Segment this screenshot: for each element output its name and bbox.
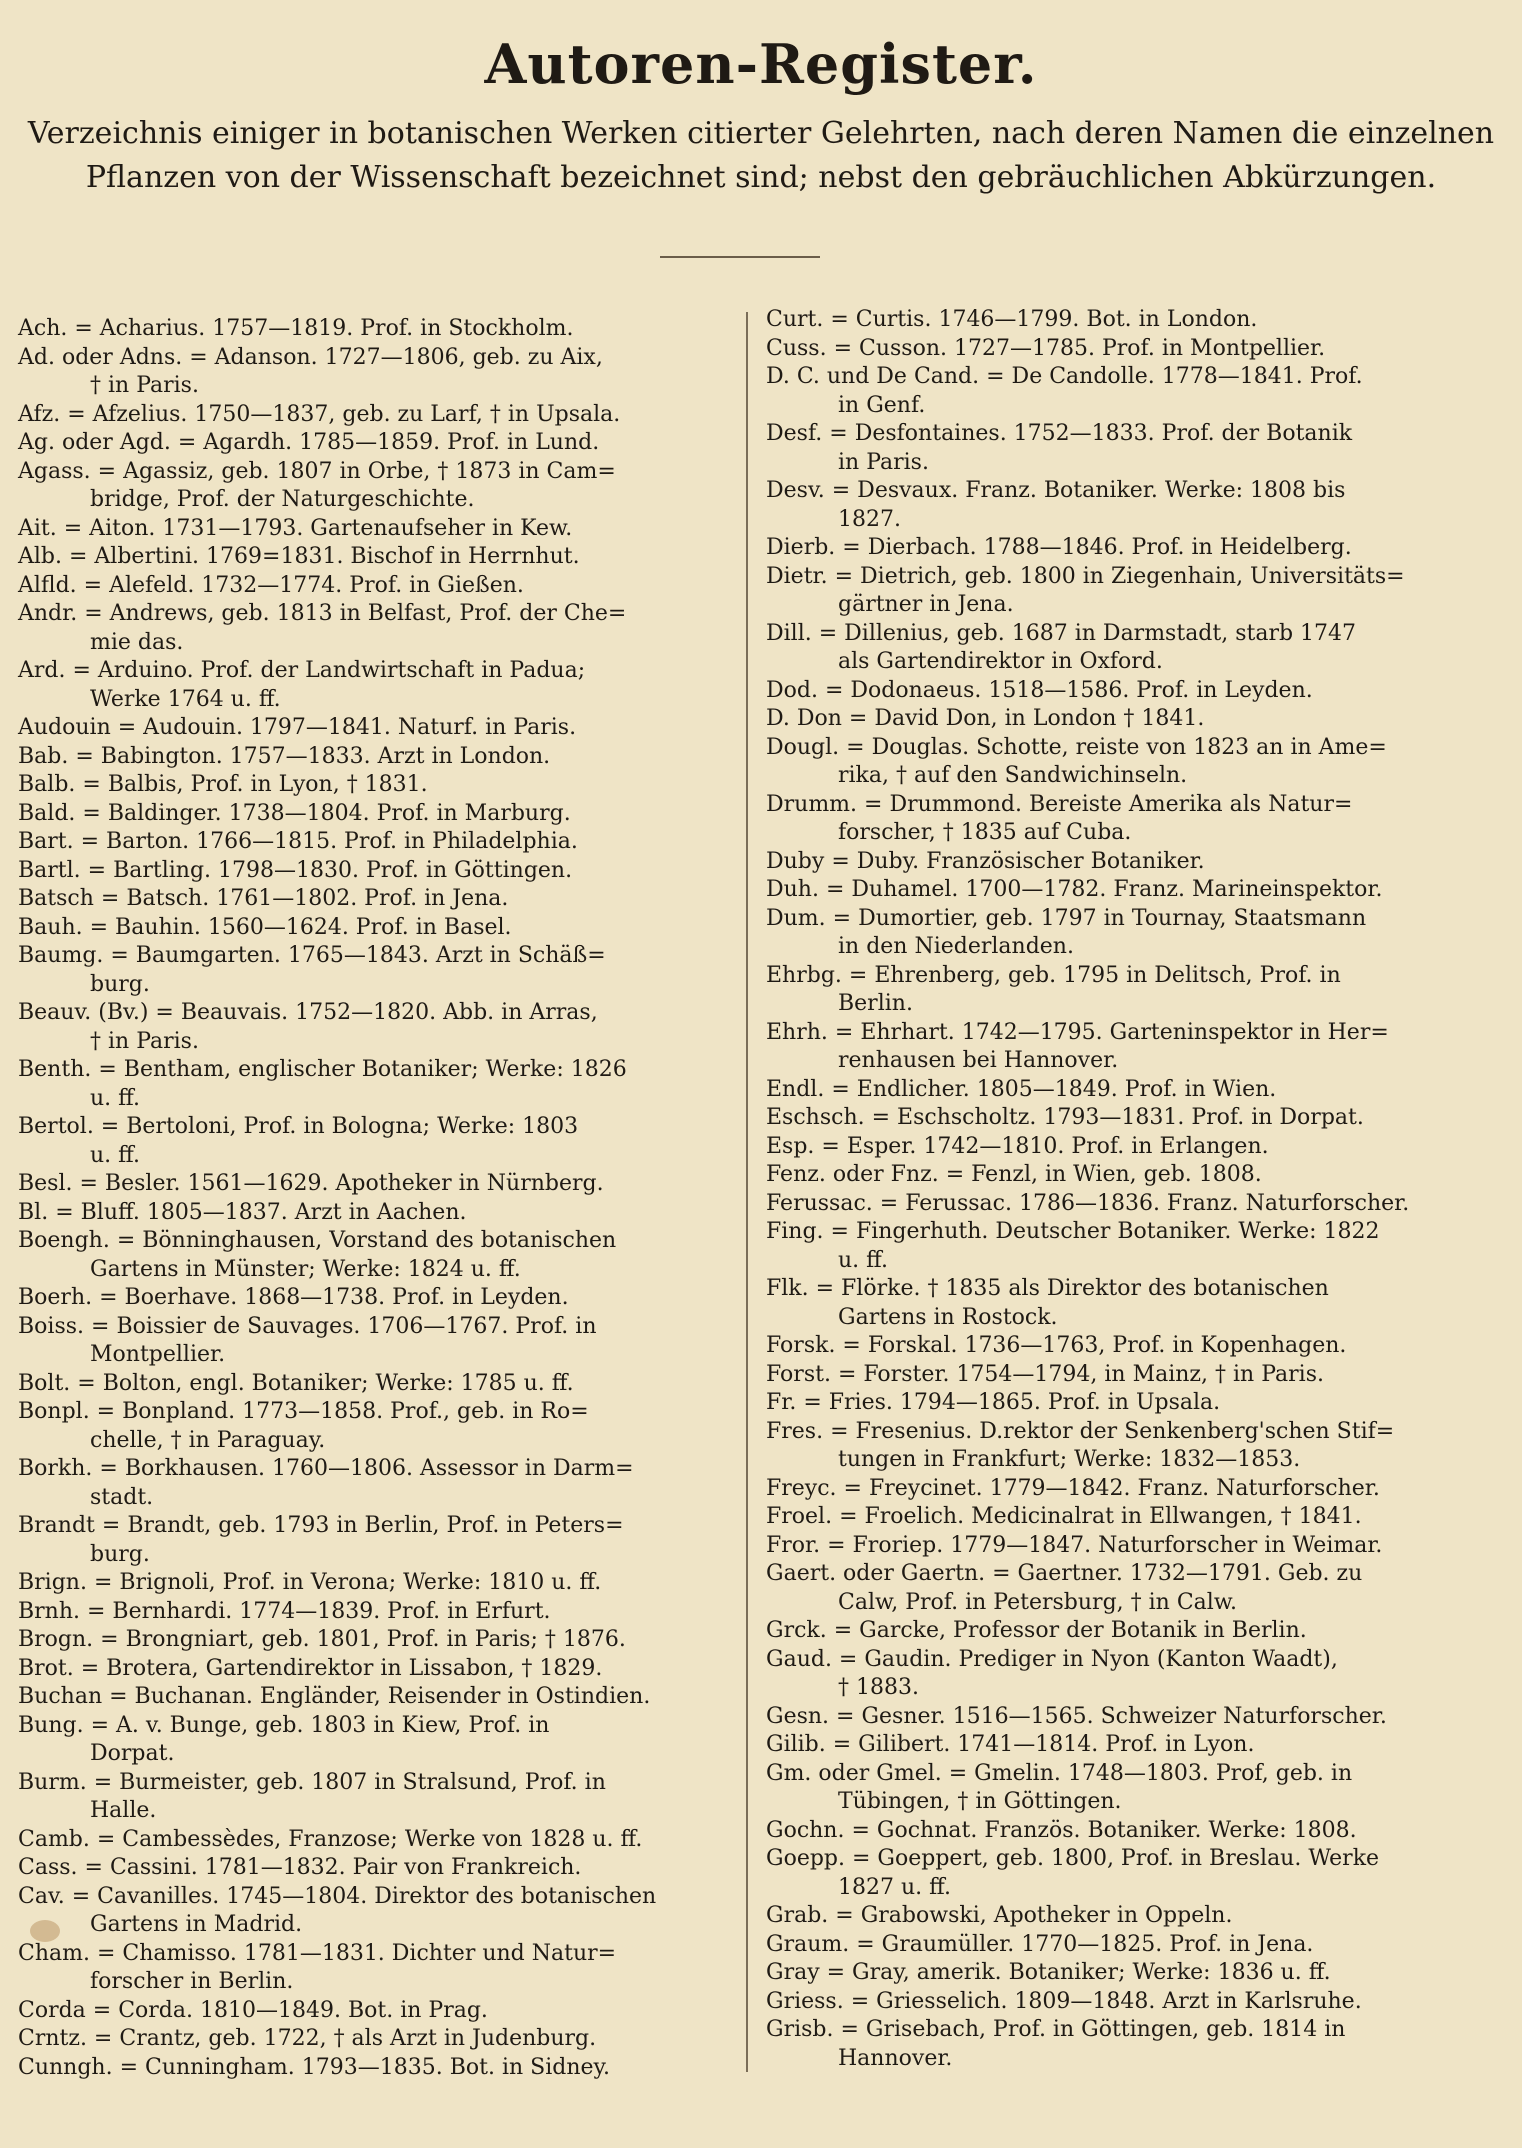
register-line: Brign. = Brignoli, Prof. in Verona; Werke: 1810 u. ff.	[18, 1570, 602, 1595]
register-line: u. ff.	[90, 1142, 140, 1168]
register-line: Brandt = Brandt, geb. 1793 in Berlin, Prof. in Peters=	[18, 1513, 624, 1538]
register-line: Hannover.	[838, 2045, 953, 2071]
register-line: † 1883.	[838, 1675, 919, 1700]
register-line: Baumg. = Baumgarten. 1765—1843. Arzt in Schäß=	[18, 943, 606, 968]
register-line: D. Don = David Don, in London † 1841.	[766, 706, 1205, 731]
register-line: Dill. = Dillenius, geb. 1687 in Darmstadt, starb 1747	[766, 620, 1357, 646]
register-line: Eschsch. = Eschscholtz. 1793—1831. Prof. in Dorpat.	[766, 1105, 1364, 1130]
register-line: stadt.	[90, 1484, 154, 1510]
register-line: Gesn. = Gesner. 1516—1565. Schweizer Naturforscher.	[766, 1703, 1387, 1729]
register-line: Bonpl. = Bonpland. 1773—1858. Prof., geb. in Ro=	[18, 1399, 589, 1424]
register-line: Ad. oder Adns. = Adanson. 1727—1806, geb. zu Aix,	[18, 344, 603, 370]
register-line: Crntz. = Crantz, geb. 1722, † als Arzt in Judenburg.	[18, 2026, 597, 2051]
register-line: Grck. = Garcke, Professor der Botanik in Berlin.	[766, 1618, 1307, 1643]
register-line: als Gartendirektor in Oxford.	[838, 649, 1163, 674]
register-line: Ag. oder Agd. = Agardh. 1785—1859. Prof. in Lund.	[18, 430, 600, 455]
register-line: Duh. = Duhamel. 1700—1782. Franz. Marineinspektor.	[766, 877, 1383, 902]
register-line: Bertol. = Bertoloni, Prof. in Bologna; Werke: 1803	[18, 1114, 579, 1139]
register-line: Burm. = Burmeister, geb. 1807 in Stralsund, Prof. in	[18, 1769, 606, 1795]
register-line: † in Paris.	[90, 1028, 199, 1054]
register-line: Fror. = Froriep. 1779—1847. Naturforscher in Weimar.	[766, 1532, 1383, 1558]
register-line: Forsk. = Forskal. 1736—1763, Prof. in Kopenhagen.	[766, 1333, 1347, 1358]
register-line: Benth. = Bentham, englischer Botaniker; Werke: 1826	[18, 1057, 627, 1082]
register-line: D. C. und De Cand. = De Candolle. 1778—1841. Prof.	[766, 364, 1363, 389]
register-line: Batsch = Batsch. 1761—1802. Prof. in Jena.	[18, 886, 509, 911]
register-line: u. ff.	[838, 1247, 888, 1273]
column-divider	[746, 312, 748, 2072]
register-line: Beauv. (Bv.) = Beauvais. 1752—1820. Abb. in Arras,	[18, 1000, 598, 1025]
register-line: Bl. = Bluff. 1805—1837. Arzt in Aachen.	[18, 1199, 467, 1225]
register-line: Bauh. = Bauhin. 1560—1624. Prof. in Basel.	[18, 914, 512, 940]
register-line: burg.	[90, 971, 150, 997]
register-line: Gochn. = Gochnat. Französ. Botaniker. Werke: 1808.	[766, 1817, 1357, 1843]
register-line: Duby = Duby. Französischer Botaniker.	[766, 848, 1205, 874]
register-line: Camb. = Cambessèdes, Franzose; Werke von 1828 u. ff.	[18, 1826, 643, 1852]
register-line: Berlin.	[838, 991, 913, 1016]
register-line: rika, † auf den Sandwichinseln.	[838, 763, 1188, 788]
right-column	[766, 306, 1491, 2073]
register-line: Alfld. = Alefeld. 1732—1774. Prof. in Gießen.	[18, 572, 524, 598]
register-line: Desf. = Desfontaines. 1752—1833. Prof. der Botanik	[766, 421, 1353, 446]
register-line: Fr. = Fries. 1794—1865. Prof. in Upsala.	[766, 1390, 1221, 1415]
register-line: burg.	[90, 1541, 150, 1567]
register-line: Flk. = Flörke. † 1835 als Direktor des botanischen	[766, 1276, 1329, 1301]
register-line: Esp. = Esper. 1742—1810. Prof. in Erlangen.	[766, 1133, 1269, 1159]
left-column	[18, 315, 743, 2082]
register-line: Afz. = Afzelius. 1750—1837, geb. zu Larf, † in Upsala.	[18, 401, 621, 427]
register-line: Brnh. = Bernhardi. 1774—1839. Prof. in Erfurt.	[18, 1598, 551, 1624]
register-line: Ach. = Acharius. 1757—1819. Prof. in Stockholm.	[18, 316, 574, 341]
register-line: Dum. = Dumortier, geb. 1797 in Tournay, Staatsmann	[766, 905, 1367, 931]
register-line: Gm. oder Gmel. = Gmelin. 1748—1803. Prof, geb. in	[766, 1760, 1353, 1786]
register-line: Goepp. = Goeppert, geb. 1800, Prof. in Breslau. Werke	[766, 1846, 1380, 1871]
register-line: Bartl. = Bartling. 1798—1830. Prof. in Göttingen.	[18, 857, 573, 883]
register-line: Dierb. = Dierbach. 1788—1846. Prof. in Heidelberg.	[766, 535, 1352, 560]
register-line: mie das.	[90, 629, 184, 655]
register-line: Tübingen, † in Göttingen.	[838, 1789, 1122, 1814]
register-line: Cuss. = Cusson. 1727—1785. Prof. in Montpellier.	[766, 335, 1326, 361]
register-line: Ard. = Arduino. Prof. der Landwirtschaft in Padua;	[18, 658, 586, 683]
register-line: Fres. = Fresenius. D.rektor der Senkenberg'schen Stif=	[766, 1418, 1395, 1444]
register-line: Bald. = Baldinger. 1738—1804. Prof. in Marburg.	[18, 800, 571, 826]
register-line: Cav. = Cavanilles. 1745—1804. Direktor des botanischen	[18, 1883, 657, 1909]
register-line: Grisb. = Grisebach, Prof. in Göttingen, geb. 1814 in	[766, 2017, 1346, 2042]
register-line: gärtner in Jena.	[838, 592, 1014, 617]
register-line: † in Paris.	[90, 373, 199, 398]
register-line: Dod. = Dodonaeus. 1518—1586. Prof. in Leyden.	[766, 677, 1313, 703]
register-line: 1827.	[838, 506, 901, 532]
register-line: Boerh. = Boerhave. 1868—1738. Prof. in Leyden.	[18, 1285, 569, 1310]
register-line: Freyc. = Freycinet. 1779—1842. Franz. Naturforscher.	[766, 1475, 1380, 1501]
register-line: chelle, † in Paraguay.	[90, 1427, 326, 1453]
register-line: Boengh. = Bönninghausen, Vorstand des botanischen	[18, 1228, 617, 1253]
register-line: Ehrbg. = Ehrenberg, geb. 1795 in Delitsch, Prof. in	[766, 962, 1341, 988]
title-divider	[660, 256, 820, 258]
register-line: u. ff.	[90, 1085, 140, 1111]
register-line: Boiss. = Boissier de Sauvages. 1706—1767. Prof. in	[18, 1313, 597, 1339]
register-line: Cunngh. = Cunningham. 1793—1835. Bot. in Sidney.	[18, 2054, 611, 2080]
register-line: Cass. = Cassini. 1781—1832. Pair von Frankreich.	[18, 1855, 582, 1880]
register-line: forscher, † 1835 auf Cuba.	[838, 820, 1132, 845]
register-line: Bolt. = Bolton, engl. Botaniker; Werke: 1785 u. ff.	[18, 1370, 574, 1396]
register-line: Buchan = Buchanan. Engländer, Reisender in Ostindien.	[18, 1684, 651, 1709]
page-title: Autoren-Register.	[484, 32, 1038, 96]
register-line: forscher in Berlin.	[90, 1969, 294, 1994]
register-line: Brogn. = Brongniart, geb. 1801, Prof. in Paris; † 1876.	[18, 1627, 626, 1652]
register-line: renhausen bei Hannover.	[838, 1048, 1119, 1073]
register-line: tungen in Frankfurt; Werke: 1832—1853.	[838, 1447, 1301, 1472]
register-line: in Paris.	[838, 449, 929, 475]
register-line: Endl. = Endlicher. 1805—1849. Prof. in Wien.	[766, 1076, 1277, 1102]
register-line: Corda = Corda. 1810—1849. Bot. in Prag.	[18, 1997, 488, 2023]
register-line: Graum. = Graumüller. 1770—1825. Prof. in Jena.	[766, 1931, 1314, 1957]
register-line: 1827 u. ff.	[838, 1874, 951, 1900]
register-line: Montpellier.	[90, 1342, 226, 1367]
register-line: in Genf.	[838, 392, 926, 418]
register-line: Dougl. = Douglas. Schotte, reiste von 1823 an in Ame=	[766, 734, 1387, 760]
register-line: Gray = Gray, amerik. Botaniker; Werke: 1836 u. ff.	[766, 1960, 1331, 1985]
register-line: Werke 1764 u. ff.	[90, 686, 281, 712]
page-subtitle	[10, 112, 1512, 200]
subtitle-line-2: Pflanzen von der Wissenschaft bezeichnet sind; nebst den gebräuchlichen Abkürzungen.	[85, 160, 1437, 195]
register-line: Drumm. = Drummond. Bereiste Amerika als Natur=	[766, 791, 1353, 817]
register-line: Dorpat.	[90, 1741, 175, 1766]
register-line: Grab. = Grabowski, Apotheker in Oppeln.	[766, 1903, 1233, 1928]
register-line: Brot. = Brotera, Gartendirektor in Lissabon, † 1829.	[18, 1655, 603, 1681]
register-line: Froel. = Froelich. Medicinalrat in Ellwangen, † 1841.	[766, 1504, 1362, 1529]
subtitle-line-1: Verzeichnis einiger in botanischen Werken citierter Gelehrten, nach deren Namen die einzelnen	[27, 116, 1495, 151]
register-line: Ait. = Aiton. 1731—1793. Gartenaufseher in Kew.	[18, 515, 573, 541]
register-line: Gartens in Rostock.	[838, 1304, 1058, 1330]
register-line: Bart. = Barton. 1766—1815. Prof. in Philadelphia.	[18, 829, 578, 854]
register-line: Alb. = Albertini. 1769=1831. Bischof in Herrnhut.	[18, 544, 580, 569]
register-line: Desv. = Desvaux. Franz. Botaniker. Werke: 1808 bis	[766, 478, 1346, 503]
register-line: Bab. = Babington. 1757—1833. Arzt in London.	[18, 743, 551, 769]
register-line: Gaert. oder Gaertn. = Gaertner. 1732—1791. Geb. zu	[766, 1561, 1363, 1586]
register-line: Calw, Prof. in Petersburg, † in Calw.	[838, 1589, 1238, 1615]
register-line: bridge, Prof. der Naturgeschichte.	[90, 487, 475, 512]
register-line: Bung. = A. v. Bunge, geb. 1803 in Kiew, Prof. in	[18, 1712, 550, 1738]
register-line: Gartens in Madrid.	[90, 1912, 303, 1937]
register-line: Fenz. oder Fnz. = Fenzl, in Wien, geb. 1808.	[766, 1162, 1262, 1187]
register-line: Gilib. = Gilibert. 1741—1814. Prof. in Lyon.	[766, 1732, 1255, 1757]
register-line: Ehrh. = Ehrhart. 1742—1795. Garteninspektor in Her=	[766, 1019, 1389, 1045]
register-line: Borkh. = Borkhausen. 1760—1806. Assessor in Darm=	[18, 1456, 634, 1481]
register-line: Audouin = Audouin. 1797—1841. Naturf. in Paris.	[18, 715, 577, 740]
register-line: Fing. = Fingerhuth. Deutscher Botaniker. Werke: 1822	[766, 1219, 1380, 1244]
register-line: Gaud. = Gaudin. Prediger in Nyon (Kanton Waadt),	[766, 1646, 1338, 1672]
register-line: Ferussac. = Ferussac. 1786—1836. Franz. Naturforscher.	[766, 1190, 1410, 1216]
register-line: in den Niederlanden.	[838, 934, 1074, 959]
register-line: Cham. = Chamisso. 1781—1831. Dichter und Natur=	[18, 1940, 617, 1966]
register-line: Halle.	[90, 1798, 157, 1823]
register-line: Griess. = Griesselich. 1809—1848. Arzt in Karlsruhe.	[766, 1988, 1362, 2014]
register-line: Curt. = Curtis. 1746—1799. Bot. in London.	[766, 307, 1258, 332]
register-line: Agass. = Agassiz, geb. 1807 in Orbe, † 1873 in Cam=	[18, 458, 616, 484]
register-line: Gartens in Münster; Werke: 1824 u. ff.	[90, 1256, 521, 1282]
register-line: Balb. = Balbis, Prof. in Lyon, † 1831.	[18, 772, 428, 797]
register-line: Forst. = Forster. 1754—1794, in Mainz, † in Paris.	[766, 1361, 1324, 1387]
register-line: Besl. = Besler. 1561—1629. Apotheker in Nürnberg.	[18, 1171, 604, 1196]
register-line: Dietr. = Dietrich, geb. 1800 in Ziegenhain, Universitäts=	[766, 563, 1405, 589]
register-line: Andr. = Andrews, geb. 1813 in Belfast, Prof. der Che=	[18, 601, 627, 626]
